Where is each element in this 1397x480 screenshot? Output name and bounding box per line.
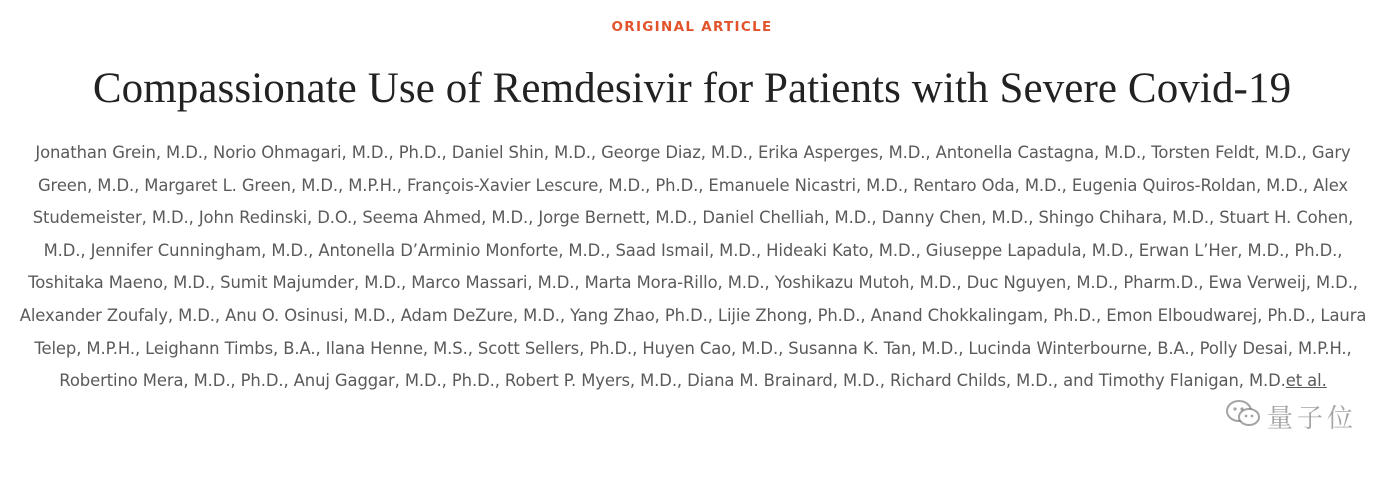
watermark <box>1225 395 1357 437</box>
article-type-label: ORIGINAL ARTICLE <box>611 19 773 35</box>
article-title: Compassionate Use of Remdesivir for Patients with Severe Covid-19 <box>92 65 1292 112</box>
et-al-link[interactable]: et al. <box>1285 371 1327 391</box>
author-names: Jonathan Grein, M.D., Norio Ohmagari, M.D., Ph.D., Daniel Shin, M.D., George Diaz, M.D., Erika Asperges, M.D., Antonella Castagna, M.D., Torsten Feldt, M.D., Gary Green, M.D., Margaret L. Green, M.D., M.P.H., François-Xavier Lescure, M.D., Ph.D., Emanuele Nicastri, M.D., Rentaro Oda, M.D., Eugenia Quiros-Roldan, M.D., Alex Studemeister, M.D., John Redinski, D.O., Seema Ahmed, M.D., Jorge Bernett, M.D., Daniel Chelliah, M.D., Danny Chen, M.D., Shingo Chihara, M.D., Stuart H. Cohen, M.D., Jennifer Cunningham, M.D., Antonella D’Arminio Monforte, M.D., Saad Ismail, M.D., Hideaki Kato, M.D., Giuseppe Lapadula, M.D., Erwan L’Her, M.D., Ph.D., Toshitaka Maeno, M.D., Sumit Majumder, M.D., Marco Massari, M.D., Marta Mora-Rillo, M.D., Yoshikazu Mutoh, M.D., Duc Nguyen, M.D., Pharm.D., Ewa Verweij, M.D., Alexander Zoufaly, M.D., Anu O. Osinusi, M.D., Adam DeZure, M.D., Yang Zhao, Ph.D., Lijie Zhong, Ph.D., Anand Chokkalingam, Ph.D., Emon Elboudwarej, Ph.D., Laura Telep, M.P.H., Leighann Timbs, B.A., Ilana Henne, M.S., Scott Sellers, Ph.D., Huyen Cao, M.D., Susanna K. Tan, M.D., Lucinda Winterbourne, B.A., Polly Desai, M.P.H., Robertino Mera, M.D., Ph.D., Anuj Gaggar, M.D., Ph.D., Robert P. Myers, M.D., Diana M. Brainard, M.D., Richard Childs, M.D., and Timothy Flanigan, M.D. <box>19 143 1367 391</box>
author-list <box>14 137 1372 398</box>
watermark-text: 量子位 <box>1266 403 1357 434</box>
wechat-icon <box>1225 399 1261 433</box>
